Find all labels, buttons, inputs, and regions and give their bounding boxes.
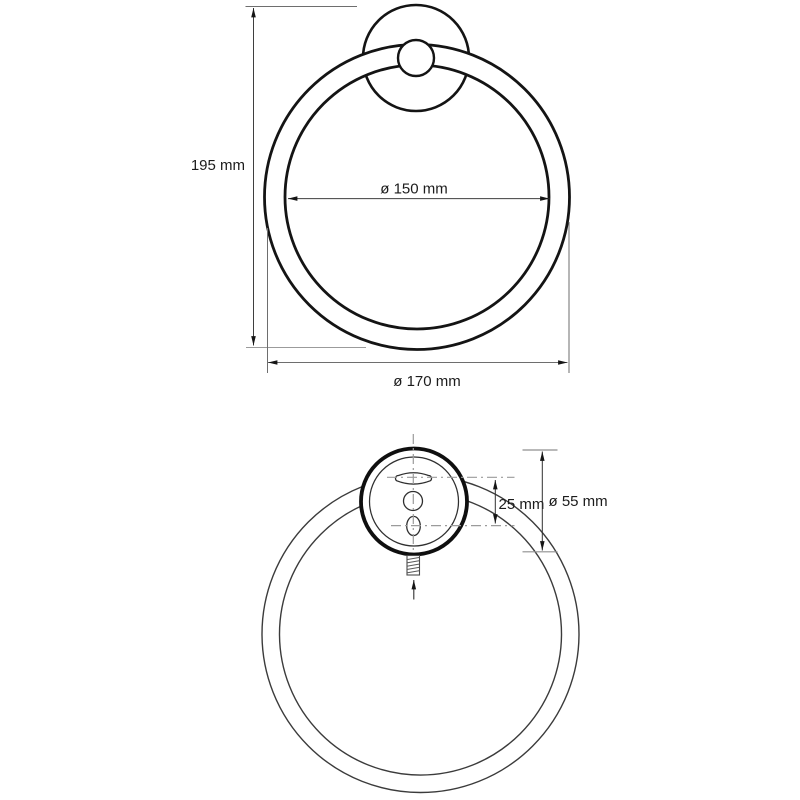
mounting-view — [262, 434, 608, 793]
inner-diameter-label: ø 150 mm — [380, 180, 448, 198]
hole-spacing-label: 25 mm — [498, 496, 545, 513]
outer-diameter-label: ø 170 mm — [393, 373, 461, 390]
height-dimension-label: 195 mm — [190, 157, 245, 174]
plate-diameter-label: ø 55 mm — [548, 493, 608, 510]
front-pivot-knob — [398, 40, 434, 76]
mounting-screw — [407, 556, 420, 576]
front-view — [191, 5, 570, 390]
